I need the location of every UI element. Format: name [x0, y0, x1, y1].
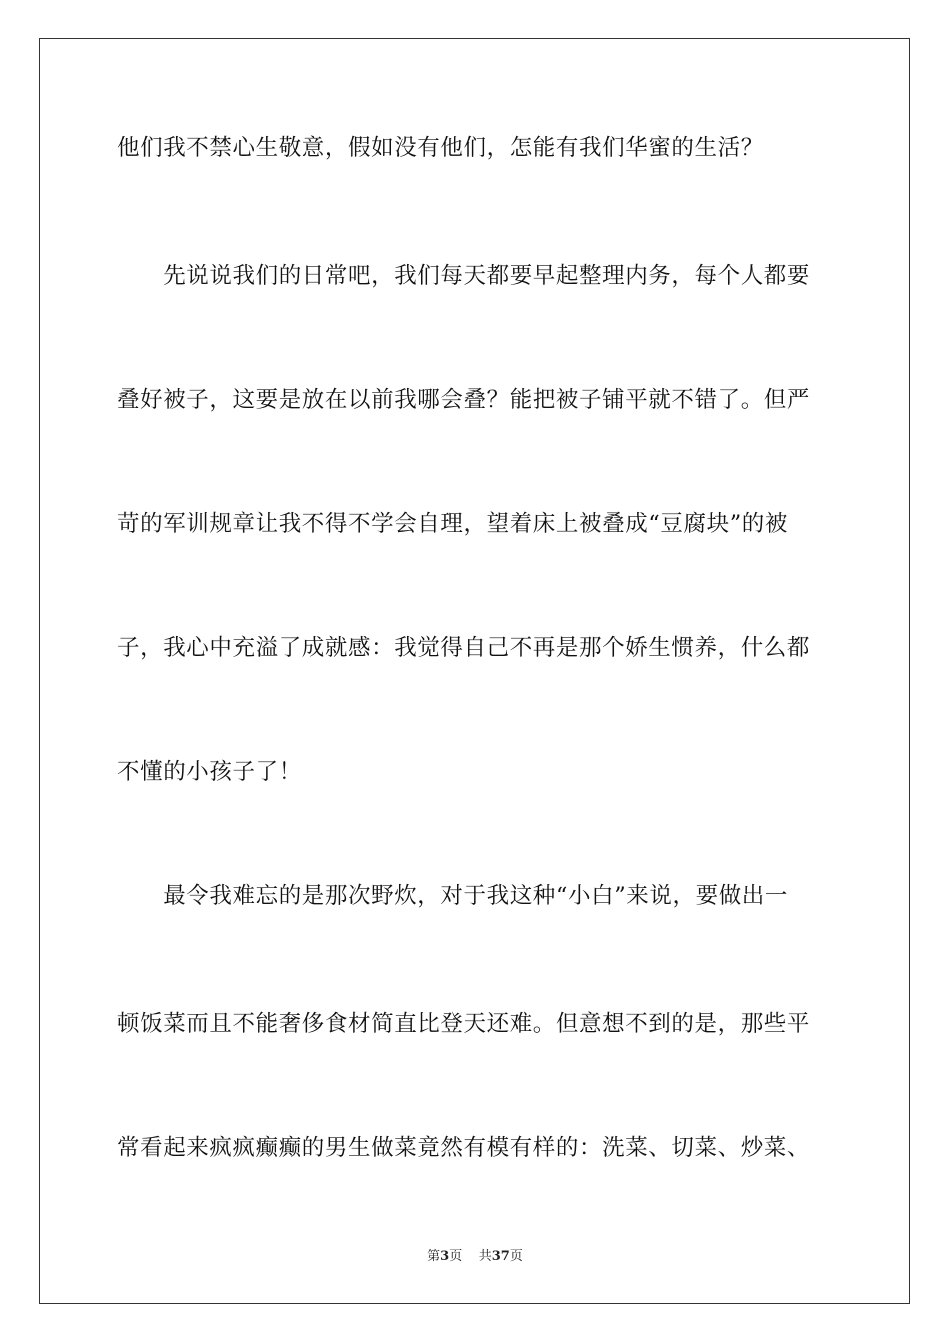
body-text-line-1: 他们我不禁心生敬意，假如没有他们，怎能有我们华蜜的生活？: [117, 135, 764, 161]
body-text-line-9: 常看起来疯疯癫癫的男生做菜竟然有模有样的：洗菜、切菜、炒菜、: [117, 1135, 811, 1161]
total-prefix: 共: [478, 1249, 492, 1264]
body-text-line-8: 顿饭菜而且不能奢侈食材简直比登天还难。但意想不到的是，那些平: [117, 1011, 811, 1037]
page-number: 3: [440, 1249, 450, 1264]
body-text-line-6: 不懂的小孩子了！: [117, 759, 302, 785]
body-text-line-5: 子，我心中充溢了成就感：我觉得自己不再是那个娇生惯养，什么都: [117, 635, 811, 661]
body-text-line-3: 叠好被子，这要是放在以前我哪会叠？能把被子铺平就不错了。但严: [117, 387, 811, 413]
body-text-line-2: 先说说我们的日常吧，我们每天都要早起整理内务，每个人都要: [117, 263, 811, 289]
page-footer: [0, 1248, 950, 1266]
page-suffix: 页: [449, 1249, 463, 1264]
body-text-line-7: 最令我难忘的是那次野炊，对于我这种“小白”来说，要做出一: [117, 883, 789, 909]
page-border: [39, 38, 910, 1304]
page-prefix: 第: [427, 1249, 441, 1264]
body-text-line-4: 苛的军训规章让我不得不学会自理，望着床上被叠成“豆腐块”的被: [117, 511, 789, 537]
total-pages: 37: [491, 1249, 510, 1264]
total-suffix: 页: [509, 1249, 523, 1264]
